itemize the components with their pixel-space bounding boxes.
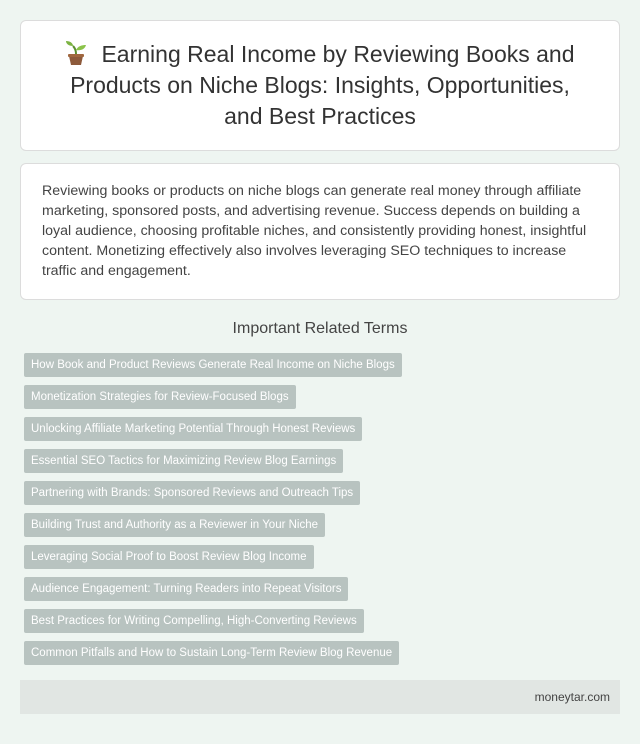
related-term-tag[interactable]: Building Trust and Authority as a Reviewer in Your Niche: [24, 513, 325, 537]
related-term-tag[interactable]: Partnering with Brands: Sponsored Reviews and Outreach Tips: [24, 481, 360, 505]
list-item: [24, 577, 620, 601]
list-item: [24, 353, 620, 377]
related-term-tag[interactable]: Unlocking Affiliate Marketing Potential Through Honest Reviews: [24, 417, 362, 441]
site-name[interactable]: moneytar.com: [534, 690, 610, 704]
related-terms-heading: Important Related Terms: [232, 320, 408, 337]
footer: [20, 680, 620, 714]
related-term-tag[interactable]: Leveraging Social Proof to Boost Review Blog Income: [24, 545, 314, 569]
related-term-tag[interactable]: Monetization Strategies for Review-Focused Blogs: [24, 385, 296, 409]
related-terms-list: [24, 353, 620, 673]
related-term-tag[interactable]: Audience Engagement: Turning Readers into Repeat Visitors: [24, 577, 348, 601]
list-item: [24, 449, 620, 473]
list-item: [24, 417, 620, 441]
list-item: [24, 641, 620, 665]
page-title: [51, 39, 589, 132]
list-item: [24, 385, 620, 409]
sprout-icon: [65, 41, 87, 65]
list-item: [24, 513, 620, 537]
list-item: [24, 481, 620, 505]
related-term-tag[interactable]: How Book and Product Reviews Generate Real Income on Niche Blogs: [24, 353, 402, 377]
related-term-tag[interactable]: Common Pitfalls and How to Sustain Long-Term Review Blog Revenue: [24, 641, 399, 665]
page-title-text: Earning Real Income by Reviewing Books and Products on Niche Blogs: Insights, Opportunities, and Best Practices: [70, 41, 575, 129]
summary-text: Reviewing books or products on niche blogs can generate real money through affiliate marketing, sponsored posts, and advertising revenue. Success depends on building a loyal audience, choosing profitable niches, and consistently providing honest, insightful content. Monetizing effectively also involves leveraging SEO techniques to increase traffic and engagement.: [42, 183, 587, 279]
related-term-tag[interactable]: Best Practices for Writing Compelling, High-Converting Reviews: [24, 609, 364, 633]
related-term-tag[interactable]: Essential SEO Tactics for Maximizing Review Blog Earnings: [24, 449, 343, 473]
list-item: [24, 545, 620, 569]
summary-card: [20, 163, 620, 300]
title-card: [20, 20, 620, 151]
list-item: [24, 609, 620, 633]
